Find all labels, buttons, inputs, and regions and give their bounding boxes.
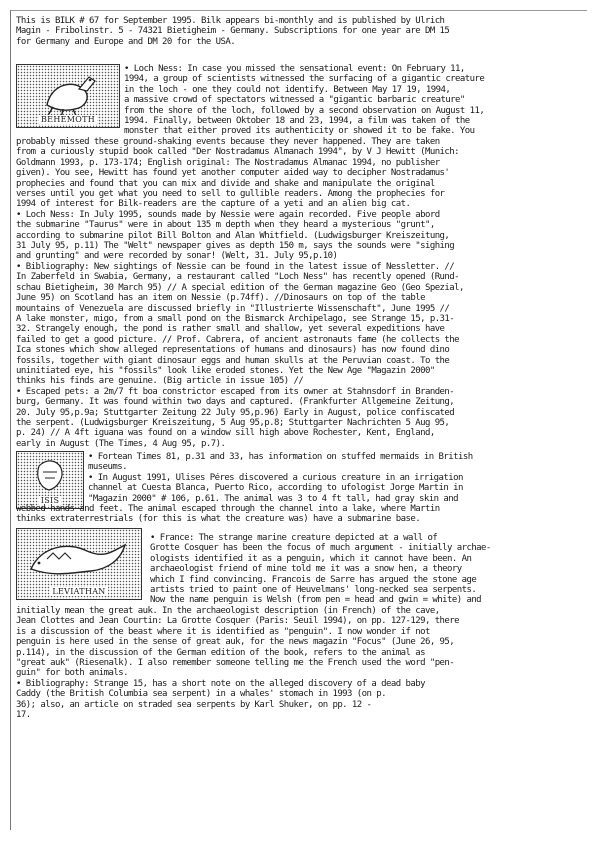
main-news-body <box>16 137 588 449</box>
text-line: 17. <box>16 710 31 721</box>
text-line: thinks his finds are genuine. (Big article in issue 105) // <box>16 376 304 387</box>
text-line: verses until you get what you need to sell to gullible readers. Among the prophecies for <box>16 189 445 200</box>
text-line: the serpent. (Ludwigsburger Kreiszeitung, 5 Aug 95,p.8; Stuttgarter Nachrichten 5 Aug 95, <box>16 417 450 428</box>
text-line: guin" for both animals. <box>16 668 128 679</box>
text-line: which I find convincing. Francois de Sarre has argued the stone age <box>150 574 477 585</box>
text-line: penguin is here used in the sense of great auk, for the news magazin "Focus" (June 26, 95, <box>16 637 455 648</box>
text-line: the submarine "Taurus" were in about 135 m depth when they heard a mysterious "grunt", <box>16 220 435 231</box>
text-line: probably missed these ground-shaking events because they never happened. They are taken <box>16 137 440 147</box>
intro-line: Magin - Fribolinstr. 5 - 74321 Bietigheim - Germany. Subscriptions for one year are DM 15 <box>16 26 450 37</box>
text-line: A lake monster, migo, from a small pond on the Bismarck Archipelago, see Strange 15, p.31- <box>16 313 455 324</box>
text-line: uninitiated eye, his "fossils" look like eroded stones. Yet the New Age "Magazin 2000" <box>16 365 435 376</box>
text-line: • In August 1991, Ulises Péres discovered a curious creature in an irrigation <box>88 472 463 483</box>
text-line: "Magazin 2000" # 106, p.61. The animal was 3 to 4 ft tall, had gray skin and <box>88 493 459 504</box>
text-line: is a discussion of the beast where it is identified as "penguin". I now wonder if not <box>16 626 430 637</box>
text-line: in the loch - one they could not identify. Between May 17 19, 1994, <box>124 84 451 95</box>
text-line: • Loch Ness: In July 1995, sounds made by Nessie were again recorded. Five people abord <box>16 209 440 220</box>
text-line: early in August (The Times, 4 Aug 95, p.7). <box>16 438 226 449</box>
text-line: • France: The strange marine creature depicted at a wall of <box>150 533 438 543</box>
leviathan-caption: LEVIATHAN <box>52 587 106 596</box>
text-line: webbed hands and feet. The animal escaped through the channel into a lake, where Martin <box>16 504 440 514</box>
fortean-times-item <box>88 452 586 504</box>
isis-logo <box>16 451 84 509</box>
text-line: Grotte Cosquer has been the focus of much argument - initially archae- <box>150 543 491 554</box>
text-line: artists tried to paint one of Heuvelmans' long-necked sea serpents. <box>150 585 477 596</box>
text-line: according to submarine pilot Bill Bolton and Alan Whitfield. (Ludwigsburger Kreiszeitung, <box>16 230 450 241</box>
text-line: Ica stones which show alleged representations of humans and dinosaurs) has now found dino <box>16 345 450 356</box>
france-item <box>150 533 586 606</box>
puerto-rico-item-continued <box>16 504 588 525</box>
text-line: from the shore of the loch, followed by a second observation on August 11, <box>124 105 485 116</box>
text-line: • Loch Ness: In case you missed the sensational event: On February 11, <box>124 64 465 74</box>
text-line: 36); also, an article on straded sea serpents by Karl Shuker, on pp. 12 - <box>16 699 372 710</box>
text-line: mountains of Venezuela are discussed briefly in "Illustrierte Wissenschaft", June 1995 // <box>16 303 450 314</box>
text-line: channel at Cuesta Blanca, Puerto Rico, according to ufologist Jorge Martin in <box>88 483 463 494</box>
text-line: • Bibliography: New sightings of Nessie can be found in the latest issue of Nessletter. // <box>16 261 455 272</box>
text-line: failed to get a good picture. // Prof. Cabrera, of ancient astronauts fame (he collects the <box>16 334 460 345</box>
text-line: p. 24) // A 4ft iguana was found on a window sill high above Rochester, Kent, England, <box>16 428 435 439</box>
text-line: 31 July 95, p.11) The "Welt" newspaper gives as depth 150 m, says the sounds were "sighing <box>16 241 455 252</box>
text-line: initially mean the great auk. In the archaeologist description (in French) of the cave, <box>16 606 440 616</box>
intro-line: for Germany and Europe and DM 20 for the USA. <box>16 36 236 47</box>
text-line: 1994, a group of scientists witnessed the surfacing of a gigantic creature <box>124 74 485 85</box>
text-line: p.114), in the discussion of the German edition of the book, refers to the animal as <box>16 647 425 658</box>
text-line: museums. <box>88 462 127 473</box>
behemoth-logo <box>16 64 120 128</box>
text-line: archaeologist friend of mine told me it was a snow hen, a theory <box>150 564 462 575</box>
france-item-continued <box>16 606 588 720</box>
text-line: • Bibliography: Strange 15, has a short note on the alleged discovery of a dead baby <box>16 678 425 689</box>
text-line: ologists identified it as a penguin, which it cannot have been. An <box>150 553 472 564</box>
intro-line: This is BILK # 67 for September 1995. Bilk appears bi-monthly and is published by Ulrich <box>16 16 445 26</box>
text-line: from a curiously stupid book called "Der Nostradamus Almanach 1994", by V J Hewitt (Munich: <box>16 147 460 158</box>
text-line: 20. July 95,p.9a; Stuttgarter Zeitung 22 July 95,p.96) Early in August, police confiscated <box>16 407 455 418</box>
text-line: Caddy (the British Columbia sea serpent) in a whales' stomach in 1993 (on p. <box>16 689 387 700</box>
text-line: 32. Strangely enough, the pond is rather small and shallow, yet several expeditions have <box>16 324 445 335</box>
text-line: and grunting" and were recorded by sonar! (Welt, 31. July 95,p.10) <box>16 251 338 262</box>
intro-paragraph <box>16 16 588 47</box>
leviathan-logo <box>16 528 142 600</box>
isis-caption: ISIS <box>40 496 60 505</box>
text-line: prophecies and found that you can mix and divide and shake and manipulate the original <box>16 178 435 189</box>
text-line: schau Bietigheim, 30 March 95) // A special edition of the German magazine Geo (Geo Spezial, <box>16 282 464 293</box>
text-line: 1994 of interest for Bilk-readers are the capture of a yeti and an alien big cat. <box>16 199 411 210</box>
text-line: June 95) on Scotland has an item on Nessie (p.74ff). //Dinosaurs on top of the table <box>16 293 425 304</box>
text-line: In Zaberfeld in Swabia, Germany, a restaurant called "Loch Ness" has recently opened (Rund- <box>16 272 460 283</box>
loch-ness-item <box>124 64 586 137</box>
text-line: • Fortean Times 81, p.31 and 33, has information on stuffed mermaids in British <box>88 452 473 462</box>
text-line: monster that either proved its authenticity or showed it to be fake. You <box>124 126 475 137</box>
text-line: a massive crowd of spectators witnessed a "gigantic barbaric creature" <box>124 95 465 106</box>
text-line: fossils, together with giant dinosaur eggs and human skulls at the Peruvian coast. To the <box>16 355 450 366</box>
text-line: Now the name penguin is Welsh (from pen = head and gwin = white) and <box>150 595 482 606</box>
text-line: • Escaped pets: a 2m/7 ft boa constrictor escaped from its owner at Stahnsdorf in Branden- <box>16 386 455 397</box>
text-line: thinks extraterrestrials (for this is what the creature was) have a submarine base. <box>16 514 421 525</box>
text-line: 1994. Finally, between Oktober 18 and 23, 1994, a film was taken of the <box>124 116 470 127</box>
text-line: burg, Germany. It was found within two days and captured. (Frankfurter Allgemeine Zeitung, <box>16 397 455 408</box>
behemoth-caption: BEHEMOTH <box>41 115 95 124</box>
text-line: "great auk" (Riesenalk). I also remember someone telling me the French used the word "pen- <box>16 658 455 669</box>
text-line: given). You see, Hewitt has found yet another computer aided way to decipher Nostradamus' <box>16 168 450 179</box>
text-line: Goldmann 1993, p. 173-174; English original: The Nostradamus Almanac 1994, no publisher <box>16 157 440 168</box>
text-line: Jean Clottes and Jean Courtin: La Grotte Cosquer (Paris: Seuil 1994), on pp. 127-129, there <box>16 616 460 627</box>
